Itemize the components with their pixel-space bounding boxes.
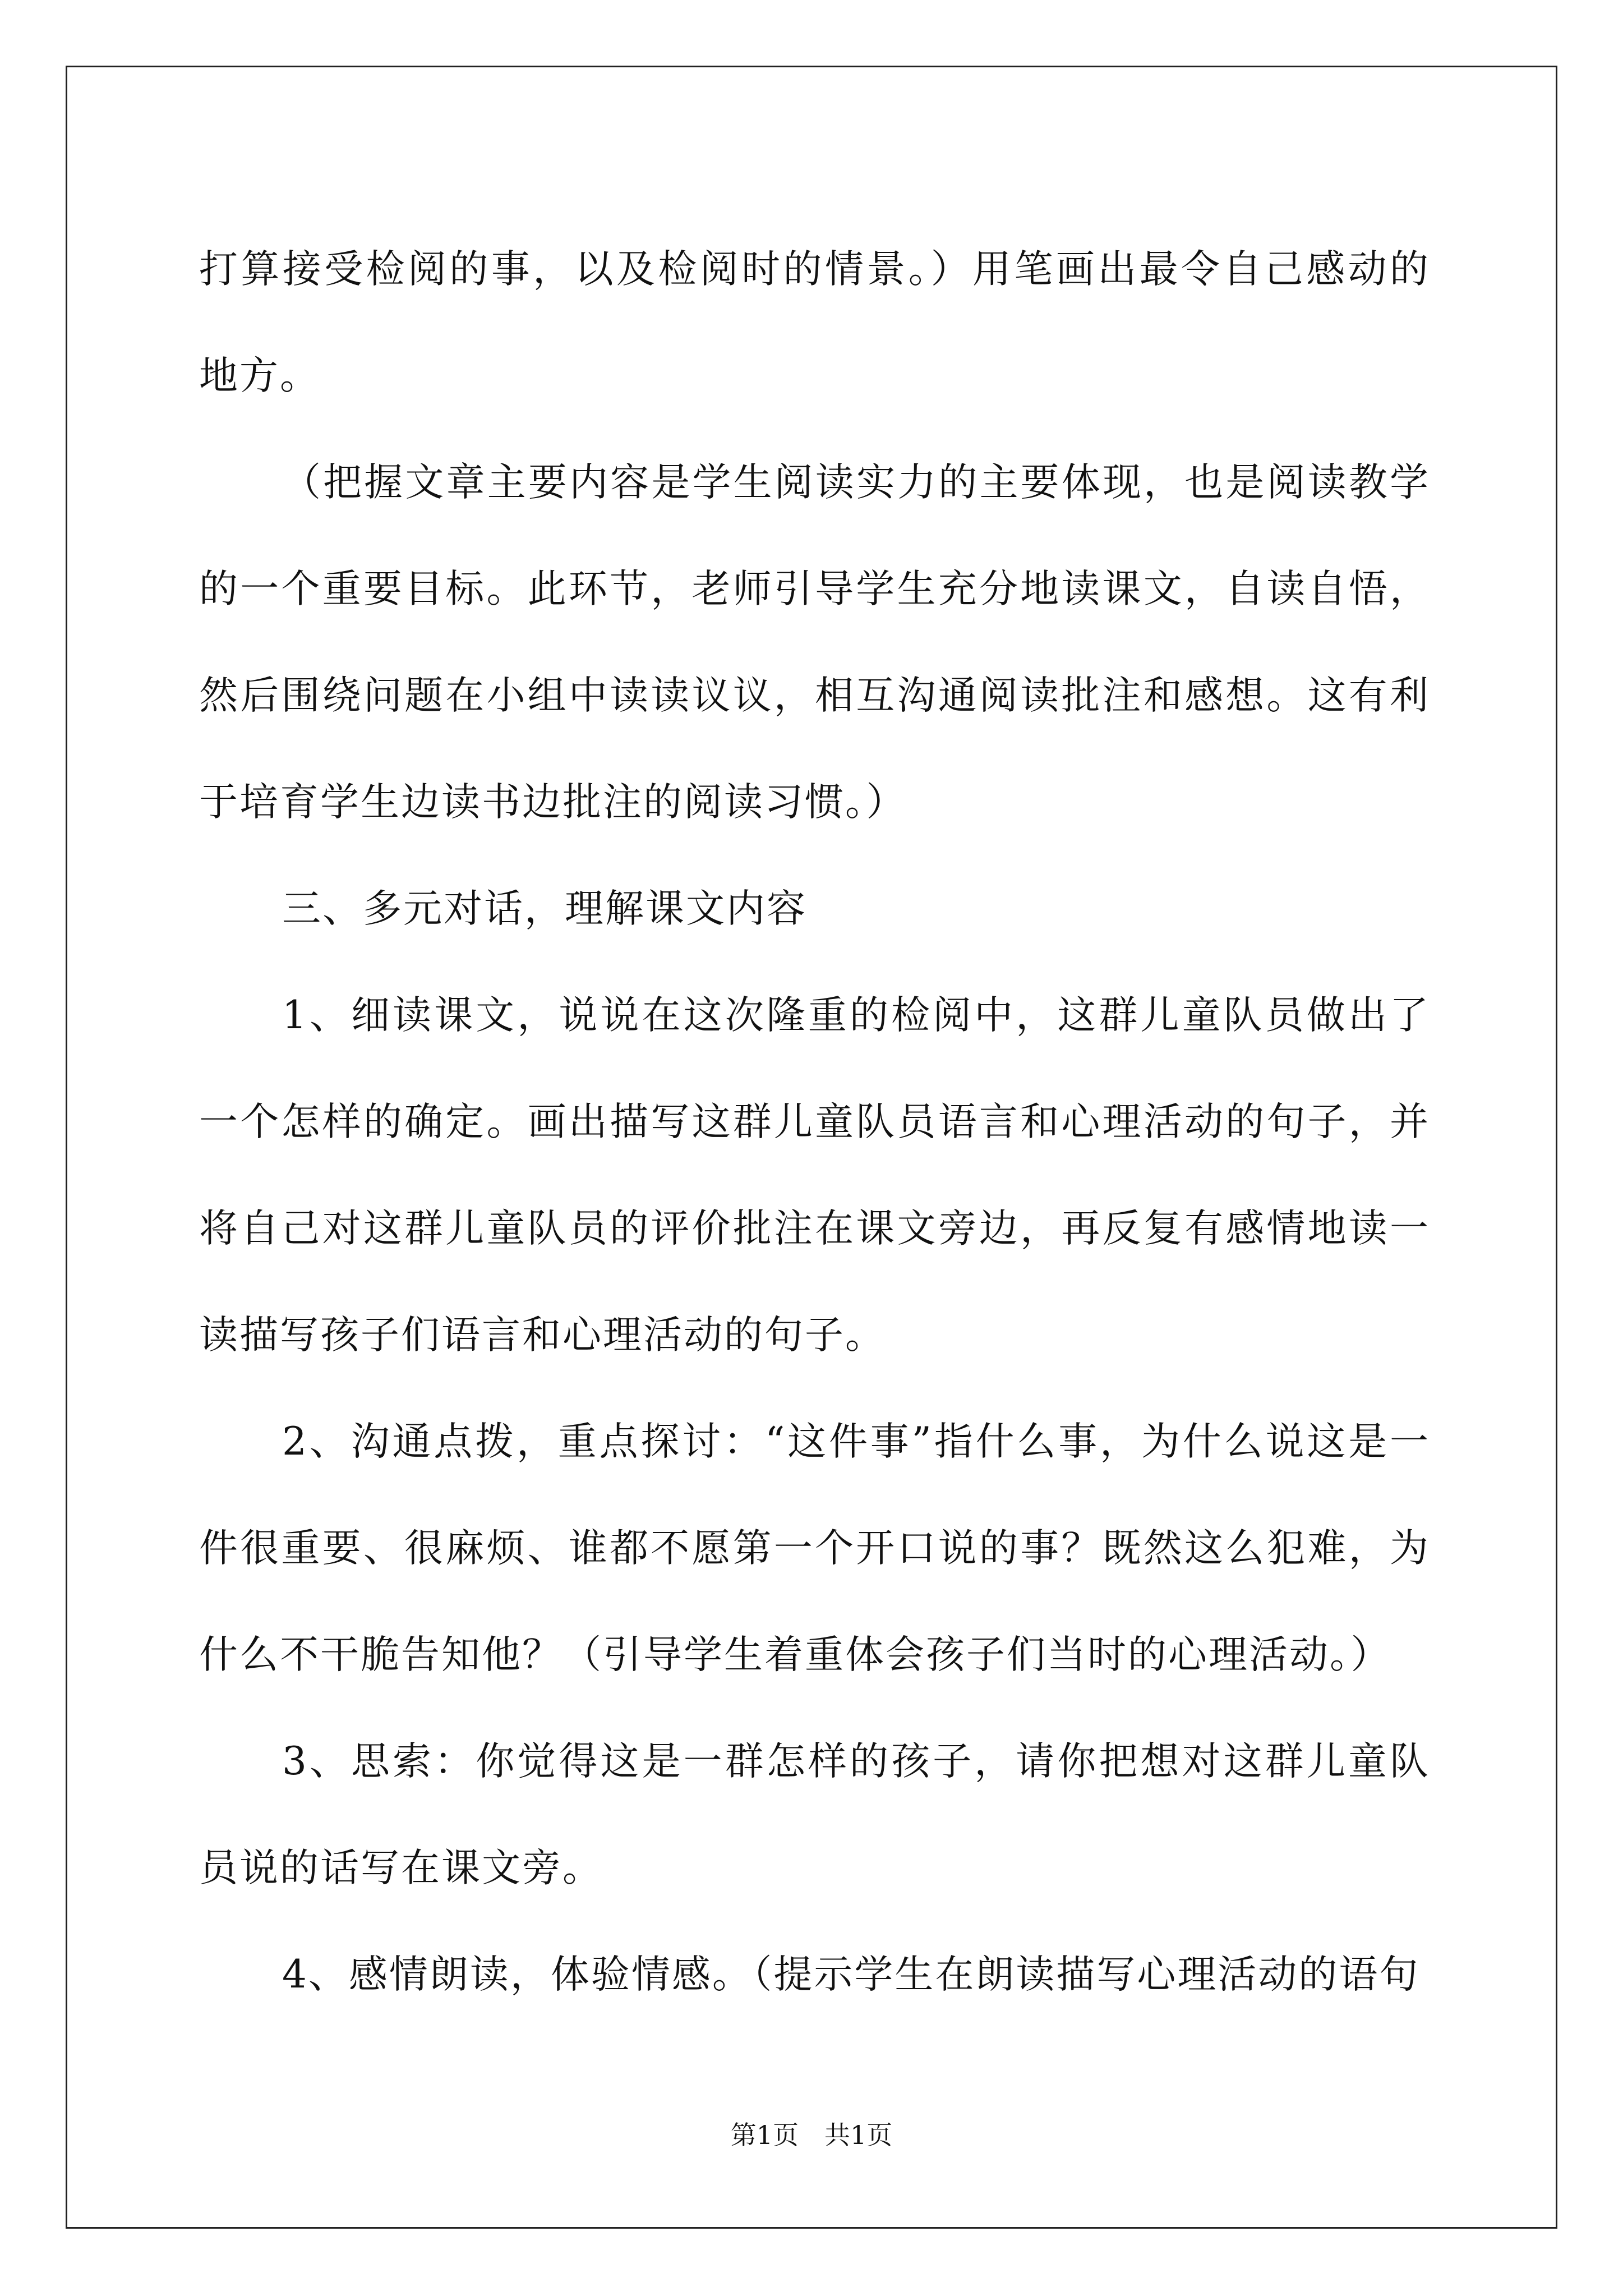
- document-body: [199, 216, 1430, 2028]
- page-footer: 第1页 共1页: [730, 2120, 893, 2150]
- paragraph-item-2: 2、沟通点拨，重点探讨：“这件事”指什么事，为什么说这是一件很重要、很麻烦、谁都不愿第一个开口说的事？既然这么犯难，为什么不干脆告知他？（引导学生着重体会孩子们当时的心理活动。）: [199, 1419, 1430, 1677]
- paragraph-1: 打算接受检阅的事，以及检阅时的情景。）用笔画出最令自己感动的地方。: [199, 247, 1430, 398]
- paragraph-item-3: 3、思索：你觉得这是一群怎样的孩子，请你把想对这群儿童队员说的话写在课文旁。: [199, 1739, 1430, 1890]
- section-heading: 三、多元对话，理解课文内容: [282, 886, 807, 931]
- paragraph-item-1: 1、细读课文，说说在这次隆重的检阅中，这群儿童队员做出了一个怎样的确定。画出描写这群儿童队员语言和心理活动的句子，并将自己对这群儿童队员的评价批注在课文旁边，再反复有感情地读一读描写孩子们语言和心理活动的句子。: [199, 993, 1430, 1358]
- paragraph-item-4: 4、感情朗读，体验情感。（提示学生在朗读描写心理活动的语句: [282, 1952, 1420, 1997]
- paragraph-2: （把握文章主要内容是学生阅读实力的主要体现，也是阅读教学的一个重要目标。此环节，老师引导学生充分地读课文，自读自悟，然后围绕问题在小组中读读议议，相互沟通阅读批注和感想。这有利于培育学生边读书边批注的阅读习惯。）: [199, 460, 1430, 825]
